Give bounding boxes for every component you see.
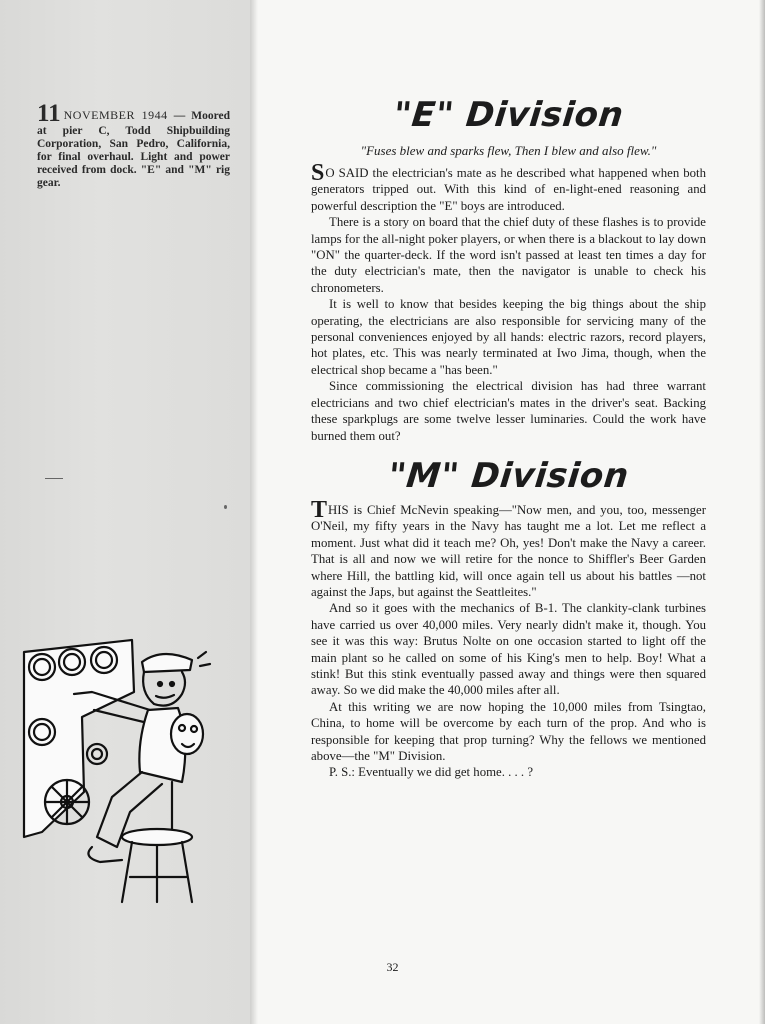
e-division-paragraph: It is well to know that besides keeping the big things about the ship operating, the electricians are also responsible for servicing many of the personal conveniences enjoyed by all hands: electric razors, record players, hot plates, etc. This was nearly terminated at Iwo Jima, though, when the electrical shop became a "has been." <box>311 297 706 377</box>
m-division-paragraph <box>311 496 706 600</box>
date-note <box>37 100 230 190</box>
paragraph-text: O SAID the electrician's mate as he described what happened when both generators tripped out. With this kind of en-light-ened reasoning and powerful description the "E" boys are introduced. <box>311 166 706 213</box>
m-division-paragraph: And so it goes with the mechanics of B-1. The clankity-clank turbines have carried us over 40,000 miles. Very nearly didn't make it, though. You see it was this way: Brutus Nolte on one occasion started to light off the main plant so he called on some of his King's men to help. Boy! What a stink! But this stink eventually passed away and things were then squared away. So we did make the 40,000 miles after all. <box>311 601 706 698</box>
page-gutter <box>250 0 258 1024</box>
sidebar-margin <box>0 0 250 1024</box>
paragraph-text: HIS is Chief McNevin speaking—"Now men, and you, too, messenger O'Neil, my fifty years in the Navy has taught me a lot. Let me reflect a moment. Just what did it teach me? Oh, yes! Don't make the Navy a career. That is all and now we will retire for the nonce to Shiffler's Beer Garden where Hill, the battling kid, will once again tell us about his battles —not against the Japs, but against the Seattleites." <box>311 502 706 599</box>
main-text-column <box>311 95 706 781</box>
m-division-paragraph: At this writing we are now hoping the 10,000 miles from Tsingtao, China, to home will be overcome by each turn of the prop. And who is responsible for keeping that prop turning? Why the fellows we mentioned above—the "M" Division. <box>311 699 706 763</box>
m-division-paragraph: P. S.: Eventually we did get home. . . . ? <box>329 765 534 780</box>
date-month: NOVEMBER 1944 <box>63 108 168 122</box>
date-note-text: — Moored at pier C, Todd Shipbuilding Corporation, San Pedro, California, for final overhaul. Light and power received from dock. "E" and "M" rig gear. <box>37 110 230 189</box>
paper-mark <box>45 478 63 479</box>
page-edge <box>759 0 765 1024</box>
e-division-paragraph: There is a story on board that the chief duty of these flashes is to provide lamps for the all-night poker players, or when there is a blackout to lay down "ON" the quarter-deck. If the word isn't passed at least ten times a day for the duty electrician's mate, then the navigator is unable to check his chronometers. <box>311 215 706 295</box>
e-division-paragraph: Since commissioning the electrical division has had three warrant electricians and two chief electrician's mates in the driver's seat. Backing these sparkplugs are some twelve lesser luminaries. Could the work have burned them out? <box>311 379 706 443</box>
e-division-paragraph <box>311 160 706 214</box>
e-division-quote: "Fuses blew and sparks flew, Then I blew and also flew." <box>360 143 657 158</box>
date-day: 11 <box>37 100 61 127</box>
e-division-heading: "E" Division <box>391 95 626 135</box>
electrician-cartoon-illustration <box>22 632 222 917</box>
drop-cap: T <box>311 496 328 523</box>
page-number: 32 <box>386 960 399 974</box>
m-division-heading: "M" Division <box>386 455 631 496</box>
drop-cap: S <box>311 160 325 186</box>
paper-speck <box>224 505 227 509</box>
